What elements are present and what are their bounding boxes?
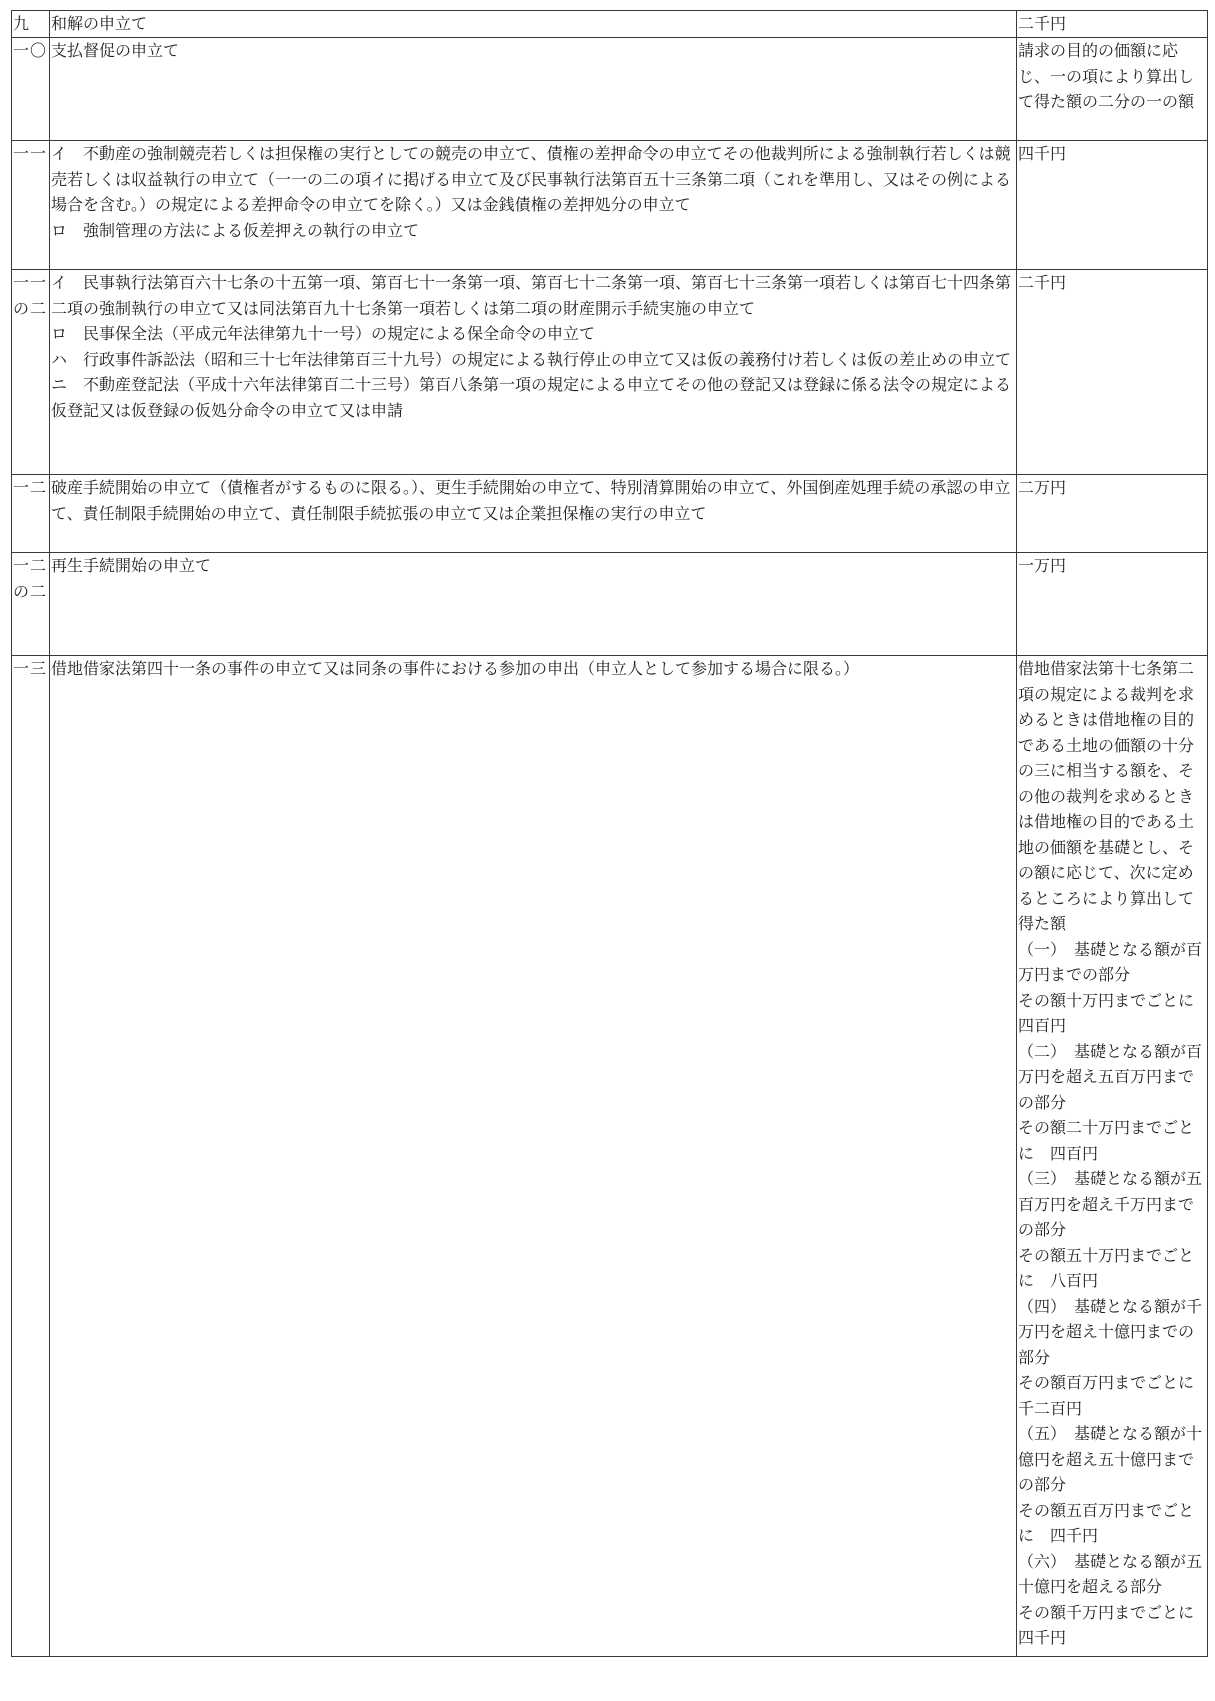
fee-line: （三） 基礎となる額が五百万円を超え千万円までの部分 [1018, 1169, 1203, 1239]
item-fee [1017, 270, 1208, 475]
fee-line: （二） 基礎となる額が百万円を超え五百万円までの部分 [1018, 1041, 1203, 1112]
fee-line: 一万円 [1018, 556, 1067, 575]
fee-line: （六） 基礎となる額が五十億円を超える部分 [1018, 1551, 1203, 1596]
item-number: 一三 [12, 656, 50, 1657]
fee-line: （五） 基礎となる額が十億円を超え五十億円までの部分 [1018, 1424, 1203, 1494]
item-description [50, 553, 1017, 656]
table-row-11 [12, 141, 1208, 270]
fee-line: 二千円 [1018, 273, 1067, 292]
item-number: 一二 [12, 475, 50, 553]
description-line: 和解の申立て [51, 14, 148, 33]
item-number: 一一の二 [12, 270, 50, 475]
fee-line: 借地借家法第十七条第二項の規定による裁判を求めるときは借地権の目的である土地の価額の十分の三に相当する額を、その他の裁判を求めるときは借地権の目的である土地の価額を基礎とし、その額に応じて、次に定めるところにより算出して得た額 [1018, 659, 1195, 933]
description-line: 再生手続開始の申立て [51, 556, 212, 575]
item-number: 一一 [12, 141, 50, 270]
table-row-12-2 [12, 553, 1208, 656]
fee-line: その額十万円までごとに 四百円 [1018, 990, 1211, 1035]
fee-line: 二千円 [1018, 14, 1067, 33]
item-description [50, 475, 1017, 553]
item-description [50, 11, 1017, 38]
fee-line: その額百万円までごとに 千二百円 [1018, 1373, 1211, 1418]
table-row-10 [12, 38, 1208, 141]
fee-line: （一） 基礎となる額が百万円までの部分 [1018, 939, 1203, 984]
item-description [50, 270, 1017, 475]
description-line: 破産手続開始の申立て（債権者がするものに限る。）、更生手続開始の申立て、特別清算開始の申立て、外国倒産処理手続の承認の申立て、責任制限手続開始の申立て、責任制限手続拡張の申立て又は企業担保権の実行の申立て [51, 478, 1011, 523]
item-fee [1017, 475, 1208, 553]
description-line: イ 不動産の強制競売若しくは担保権の実行としての競売の申立て、債権の差押命令の申立てその他裁判所による強制執行若しくは競売若しくは収益執行の申立て（一一の二の項イに掲げる申立て及び民事執行法第百五十三条第二項（これを準用し、又はその例による場合を含む。）の規定による差押命令の申立てを除く。）又は金銭債権の差押処分の申立て [51, 144, 1012, 214]
description-line: ロ 民事保全法（平成元年法律第九十一号）の規定による保全命令の申立て [51, 324, 596, 343]
description-line: 借地借家法第四十一条の事件の申立て又は同条の事件における参加の申出（申立人として参加する場合に限る。） [51, 659, 860, 678]
item-description [50, 656, 1017, 1657]
item-description [50, 141, 1017, 270]
item-number: 一〇 [12, 38, 50, 141]
fee-line: その額千万円までごとに 四千円 [1018, 1602, 1211, 1647]
description-line: 支払督促の申立て [51, 41, 180, 60]
item-fee [1017, 11, 1208, 38]
item-number: 九 [12, 11, 50, 38]
fee-line: その額五十万円までごとに 八百円 [1018, 1245, 1195, 1290]
description-line: ロ 強制管理の方法による仮差押えの執行の申立て [51, 220, 420, 240]
fee-line: その額二十万円までごとに 四百円 [1018, 1118, 1195, 1163]
item-fee [1017, 38, 1208, 141]
description-line: イ 民事執行法第百六十七条の十五第一項、第百七十一条第一項、第百七十二条第一項、第百七十三条第一項若しくは第百七十四条第二項の強制執行の申立て又は同法第百九十七条第一項若しくは第二項の財産開示手続実施の申立て [51, 273, 1012, 318]
fee-line: 請求の目的の価額に応じ、一の項により算出して得た額の二分の一の額 [1018, 41, 1195, 111]
item-fee [1017, 656, 1211, 1657]
item-number: 一二の二 [12, 553, 50, 656]
table-row-13 [12, 656, 1208, 1657]
fee-line: 二万円 [1018, 478, 1067, 497]
item-description [50, 38, 1017, 141]
table-row-12 [12, 475, 1208, 553]
fee-line: （四） 基礎となる額が千万円を超え十億円までの部分 [1018, 1296, 1203, 1367]
fee-schedule-table [11, 10, 1211, 1657]
table-row-11-2 [12, 270, 1208, 475]
fee-line: 四千円 [1018, 144, 1067, 163]
description-line: ハ 行政事件訴訟法（昭和三十七年法律第百三十九号）の規定による執行停止の申立て又は仮の義務付け若しくは仮の差止めの申立て [51, 349, 1012, 369]
table-row-9 [12, 11, 1208, 38]
fee-line: その額五百万円までごとに 四千円 [1018, 1500, 1195, 1545]
item-fee [1017, 141, 1208, 270]
item-fee [1017, 553, 1208, 656]
description-line: ニ 不動産登記法（平成十六年法律第百二十三号）第百八条第一項の規定による申立てその他の登記又は登録に係る法令の規定による仮登記又は仮登録の仮処分命令の申立て又は申請 [51, 375, 1012, 420]
